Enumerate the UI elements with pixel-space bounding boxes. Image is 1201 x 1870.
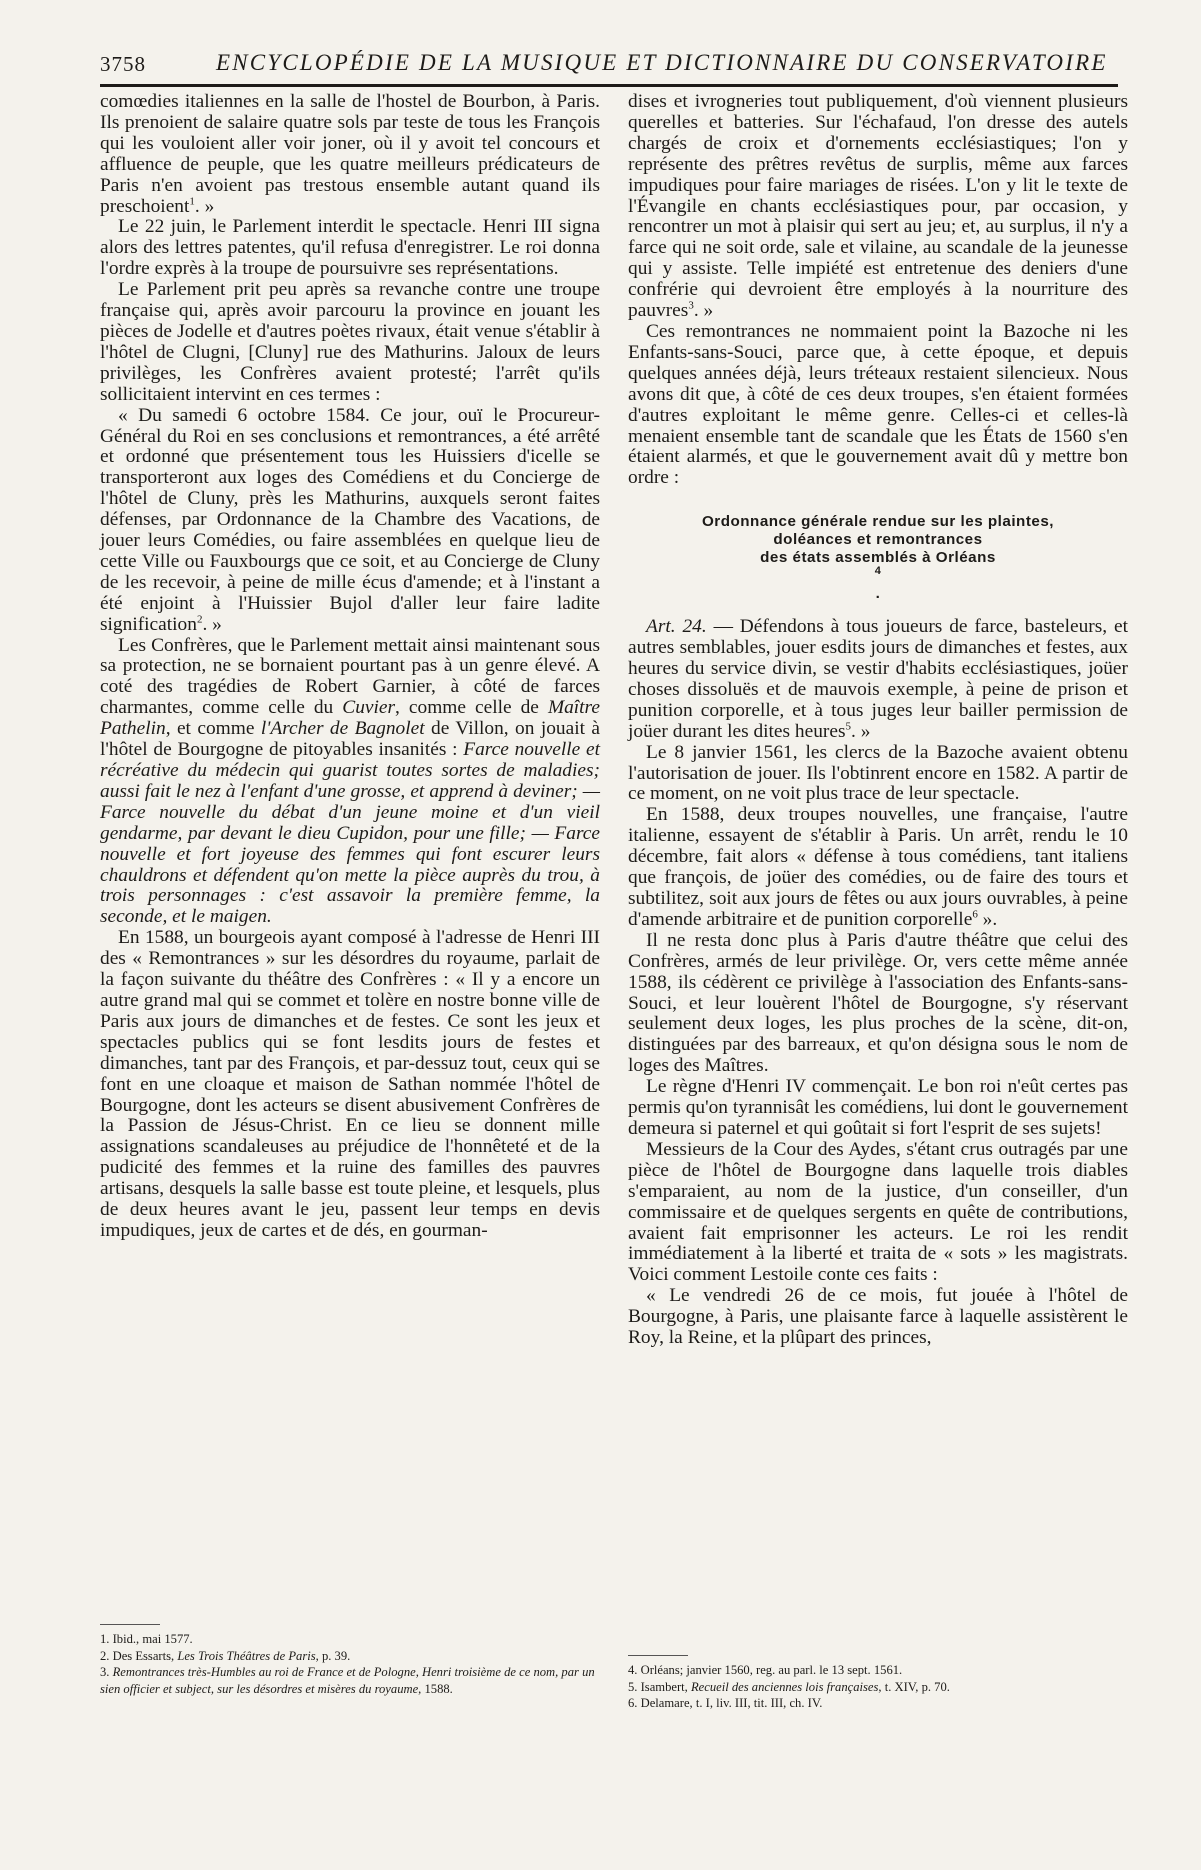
paragraph: Le 22 juin, le Parlement interdit le spectacle. Henri III signa alors des lettres patentes, qu'il refusa d'enregistrer. Le roi donna l'ordre exprès à la troupe de poursuivre ses représentations. xyxy=(100,216,600,280)
article: Art. 24. — Défendons à tous joueurs de farce, basteleurs, et autres semblables, jouer esdits jours de dimanches et festes, aux heures du service divin, se vestir d'habits ecclésiastiques, joüer choses dissoluës et de mauvois exemple, à peine de prison et punition corporelle, et à tous juges leur bailler permission de joüer durant les dites heures$^5$. » xyxy=(628,616,1128,742)
footnotes-right xyxy=(628,1655,1128,1712)
paragraph: dises et ivrogneries tout publiquement, d'où viennent plusieurs querelles et batteries. Sur l'échafaud, l'on dresse des autels chargés de croix et d'ornements ecclésiastiques; l'on y représente des prêtres revêtus de surplis, même aux farces impudiques pour faire mariages de risées. L'on y lit le texte de l'Évangile en chants ecclésiastiques pour, par occasion, y rencontrer un mot à plaisir qui sert au jeu; et, au surplus, il n'y a farce qui ne soit orde, sale et vilaine, au scandale de la jeunesse qui y assiste. Telle impiété est entretenue des deniers d'une confrérie qui devroient être employés à la nourriture des pauvres$^3$. » xyxy=(628,91,1128,322)
paragraph: En 1588, un bourgeois ayant composé à l'adresse de Henri III des « Remontrances » sur les désordres du royaume, parlait de la façon suivante du théâtre des Confrères : « Il y a encore un autre grand mal qui se commet et tolère en nostre bonne ville de Paris aux jours de dimanches et de festes. Ce sont les jeux et spectacles publics qui se font lesdits jours de festes et dimanches, tant par des François, et par-dessuz tout, ceux qui se font en une cloaque et maison de Sathan nommée l'hôtel de Bourgogne, dont les acteurs se disent abusivement Confrères de la Passion de Jésus-Christ. En ce lieu se donnent mille assignations scandaleuses au préjudice de l'honnêteté et de la pudicité des femmes et la ruine des familles des pauvres artisans, desquels la salle basse est toute pleine, et lesquels, plus de deux heures avant le jeu, passent leur temps en devis impudiques, jeux de cartes et de dés, en gourman- xyxy=(100,927,600,1241)
footnote: 5. Isambert, Recueil des anciennes lois françaises, t. XIV, p. 70. xyxy=(628,1679,950,1694)
footnote-ref: 3 xyxy=(688,299,694,312)
paragraph: comœdies italiennes en la salle de l'hostel de Bourbon, à Paris. Ils prenoient de salaire quatre sols par teste de tous les François qui les vouloient aller voir joner, où il y avoit tel concours et affluence de peuple, que les quatre meilleurs prédicateurs de Paris n'en avoient pas trestous ensemble autant quand ils preschoient$^1$. » xyxy=(100,91,600,217)
paragraph: Ces remontrances ne nommaient point la Bazoche ni les Enfants-sans-Souci, parce que, à cette époque, et depuis quelques années déjà, leurs tréteaux restaient silencieux. Nous avons dit que, à côté de ces deux troupes, s'en étaient formées d'autres exploitant le même genre. Celles-ci et celles-là menaient ensemble tant de scandale que les États de 1560 s'en étaient alarmés, et que le gouvernement avait dû y mettre bon ordre : xyxy=(628,320,1128,489)
article-label: Art. 24. xyxy=(646,616,707,638)
footnote-ref: 5 xyxy=(845,720,852,733)
play-title: Maître Pathelin xyxy=(100,697,600,740)
paragraph: Le Parlement prit peu après sa revanche contre une troupe française qui, après avoir parcouru la province en jouant les pièces de Jodelle et d'autres poètes rivaux, était venue s'établir à l'hôtel de Clugni, [Cluny] rue des Mathurins. Jaloux de leurs privilèges, les Confrères avaient protesté; l'arrêt qu'ils sollicitaient intervint en ces termes : xyxy=(100,279,600,405)
quotation: « Le vendredi 26 de ce mois, fut jouée à l'hôtel de Bourgogne, à Paris, une plaisante farce à laquelle assistèrent le Roy, la Reine, et la plûpart des princes, xyxy=(628,1285,1128,1349)
paragraph: Les Confrères, que le Parlement mettait ainsi maintenant sous sa protection, ne se bornaient pourtant pas à un genre élevé. A coté des tragédies de Robert Garnier, à côté de farces charmantes, comme celle du Cuvier, comme celle de Maître Pathelin, et comme l'Archer de Bagnolet de Villon, on jouait à l'hôtel de Bourgogne de pitoyables insanités : Farce nouvelle et récréative du médecin qui guarist toutes sortes de maladies; aussi fait le nez à l'enfant d'une grosse, et apprend à deviner; — Farce nouvelle du débat d'un jeune moine et d'un vieil gendarme, par devant le dieu Cupidon, pour une fille; — Farce nouvelle et fort joyeuse des femmes qui font escurer leurs chauldrons et défendent qu'on mette la pièce auprès du trou, à trois personnages : c'est assavoir la première femme, la seconde, et le maigen. xyxy=(100,634,600,928)
footnote-ref: 1 xyxy=(189,195,195,208)
paragraph: En 1588, deux troupes nouvelles, une française, l'autre italienne, essayent de s'établir à Paris. Un arrêt, rendu le 10 décembre, fait alors « défense à tous comédiens, tant italiens que françois, de joüer des comédies, ou de faire des tours et subtilitez, soit aux jours de fêtes ou aux jours ouvrables, à peine d'amende arbitraire et de punition corporelle$^6$ ». xyxy=(628,804,1128,930)
footnotes-left xyxy=(100,1624,600,1697)
left-column xyxy=(100,92,600,1242)
paragraph: Il ne resta donc plus à Paris d'autre théâtre que celui des Confrères, armés de leur privilège. Or, vers cette même année 1588, ils cédèrent ce privilège à l'association des Enfants-sans-Souci, et leur louèrent l'hôtel de Bourgogne, s'y réservant seulement deux loges, les plus proches de la scène, dit-on, distinguées par des barreaux, et qu'on désigna sous le nom de loges des Maîtres. xyxy=(628,929,1128,1077)
running-title: ENCYCLOPÉDIE DE LA MUSIQUE ET DICTIONNAIRE DU CONSERVATOIRE xyxy=(216,50,1108,75)
footnote-ref: 6 xyxy=(972,908,978,921)
footnote-separator xyxy=(628,1655,688,1656)
play-title: Cuvier xyxy=(342,697,396,719)
paragraph: Le règne d'Henri IV commençait. Le bon roi n'eût certes pas permis qu'on tyrannisât les comédiens, lui dont le gouvernement demeura si paternel et qui goûtait si fort l'esprit de ses sujets! xyxy=(628,1076,1128,1139)
footnote-ref: 2 xyxy=(196,613,203,626)
footnote: 1. Ibid., mai 1577. xyxy=(100,1632,193,1646)
header-rule xyxy=(100,84,1118,87)
farce-titles: Farce nouvelle et récréative du médecin qui guarist toutes sortes de maladies; aussi fait le nez à l'enfant d'une grosse, et apprend à deviner; — Farce nouvelle du débat d'un jeune moine et d'un vieil gendarme, par devant le dieu Cupidon, pour une fille; — Farce nouvelle et fort joyeuse des femmes qui font escurer leurs chauldrons et défendent qu'on mette la pièce auprès du trou, à trois personnages : c'est assavoir la première femme, la seconde, et le maigen. xyxy=(100,739,600,928)
right-column xyxy=(628,92,1128,1349)
page-number: 3758 xyxy=(100,52,146,76)
footnote: 4. Orléans; janvier 1560, reg. au parl. le 13 sept. 1561. xyxy=(628,1663,903,1677)
footnote: 2. Des Essarts, Les Trois Théâtres de Paris, p. 39. xyxy=(100,1648,351,1663)
section-heading: Ordonnance générale rendue sur les plaintes, doléances et remontrances des états assemblés à Orléans $^4$ . xyxy=(701,513,1054,603)
footnote-ref: 4 xyxy=(874,565,882,578)
footnote-separator xyxy=(100,1624,160,1625)
quotation: « Du samedi 6 octobre 1584. Ce jour, ouï le Procureur-Général du Roi en ses conclusions et remontrances, a été arrêté et ordonné que présentement tous les Huissiers d'icelle se transporteront aux loges des Comédiens et du Concierge de l'hôtel de Cluny, près les Mathurins, auxquels seront faites défenses, par Ordonnance de la Chambre des Vacations, de jouer leurs Comédies, ou faire assemblées en quelque lieu de cette Ville ou Fauxbourgs que ce soit, et au Concierge de Cluny de les recevoir, à peine de mille écus d'amende; et à l'instant a été enjoint à l'Huissier Bujol d'aller leur faire ladite signification$^2$. » xyxy=(100,404,600,635)
paragraph: Messieurs de la Cour des Aydes, s'étant crus outragés par une pièce de l'hôtel de Bourgogne dans laquelle trois diables s'emparaient, au nom de la justice, d'un conseiller, d'un commissaire et de quelques sergents en quête de contributions, avaient fait emprisonner les acteurs. Le roi les rendit immédiatement à la liberté et traita de « sots » les magistrats. Voici comment Lestoile conte ces faits : xyxy=(628,1138,1128,1286)
page-header xyxy=(100,44,1118,84)
play-title: l'Archer de Bagnolet xyxy=(260,718,425,740)
paragraph: Le 8 janvier 1561, les clercs de la Bazoche avaient obtenu l'autorisation de jouer. Ils l'obtinrent encore en 1582. A partir de ce moment, on ne voit plus trace de leur spectacle. xyxy=(628,741,1128,805)
footnote: 6. Delamare, t. I, liv. III, tit. III, ch. IV. xyxy=(628,1696,823,1710)
footnote: 3. Remontrances très-Humbles au roi de France et de Pologne, Henri troisième de ce nom, par un sien officier et subject, sur les désordres et misères du royaume, 1588. xyxy=(100,1665,595,1696)
